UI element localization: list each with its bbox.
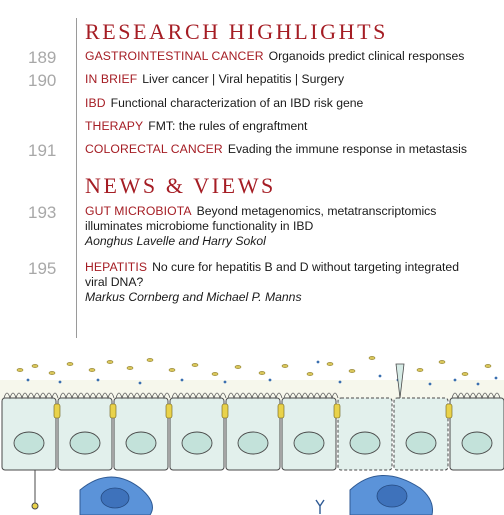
entry-title: Organoids predict clinical responses xyxy=(268,49,465,63)
entry-category: IN BRIEF xyxy=(85,72,138,86)
entry-category: THERAPY xyxy=(85,119,144,133)
page-number: 190 xyxy=(28,71,57,90)
entry-title: No cure for hepatitis B and D without targeting integrated viral DNA? xyxy=(85,260,459,289)
entry-category: GASTROINTESTINAL CANCER xyxy=(85,49,264,63)
toc-entry[interactable] xyxy=(85,49,490,64)
toc-entry[interactable] xyxy=(85,119,490,134)
page-number: 189 xyxy=(28,48,57,67)
immune-cell xyxy=(80,477,152,515)
entry-title: Beyond metagenomics, metatranscriptomics illuminates microbiome functionality in IBD xyxy=(85,204,437,233)
research-highlights-heading: RESEARCH HIGHLIGHTS xyxy=(85,19,389,44)
cell-nuclei xyxy=(14,432,492,454)
news-views-heading: NEWS & VIEWS xyxy=(85,173,276,198)
toc-entry[interactable] xyxy=(85,96,490,111)
toc-entry[interactable] xyxy=(85,72,490,87)
entry-title: Evading the immune response in metastasis xyxy=(227,142,467,156)
entry-category: GUT MICROBIOTA xyxy=(85,204,192,218)
entry-title: FMT: the rules of engraftment xyxy=(148,119,308,133)
entry-authors: Aonghus Lavelle and Harry Sokol xyxy=(85,234,266,248)
toc-entry[interactable] xyxy=(85,204,480,249)
entry-category: HEPATITIS xyxy=(85,260,148,274)
toc-entry[interactable] xyxy=(85,142,490,157)
entry-category: IBD xyxy=(85,96,106,110)
antibody-icon xyxy=(316,500,324,514)
entry-authors: Markus Cornberg and Michael P. Manns xyxy=(85,290,302,304)
toc-entry[interactable] xyxy=(85,260,480,305)
page-number: 193 xyxy=(28,203,57,222)
bacteria-cluster xyxy=(17,356,491,375)
intestinal-epithelium-illustration xyxy=(0,340,504,515)
page-number: 195 xyxy=(28,259,57,278)
entry-title: Liver cancer | Viral hepatitis | Surgery xyxy=(142,72,345,86)
basal-processes xyxy=(32,470,38,509)
vertical-rule xyxy=(76,18,77,338)
entry-title: Functional characterization of an IBD risk gene xyxy=(110,96,364,110)
entry-category: COLORECTAL CANCER xyxy=(85,142,223,156)
epithelial-cells xyxy=(2,393,504,470)
immune-cell xyxy=(350,475,433,515)
page-number: 191 xyxy=(28,141,57,160)
